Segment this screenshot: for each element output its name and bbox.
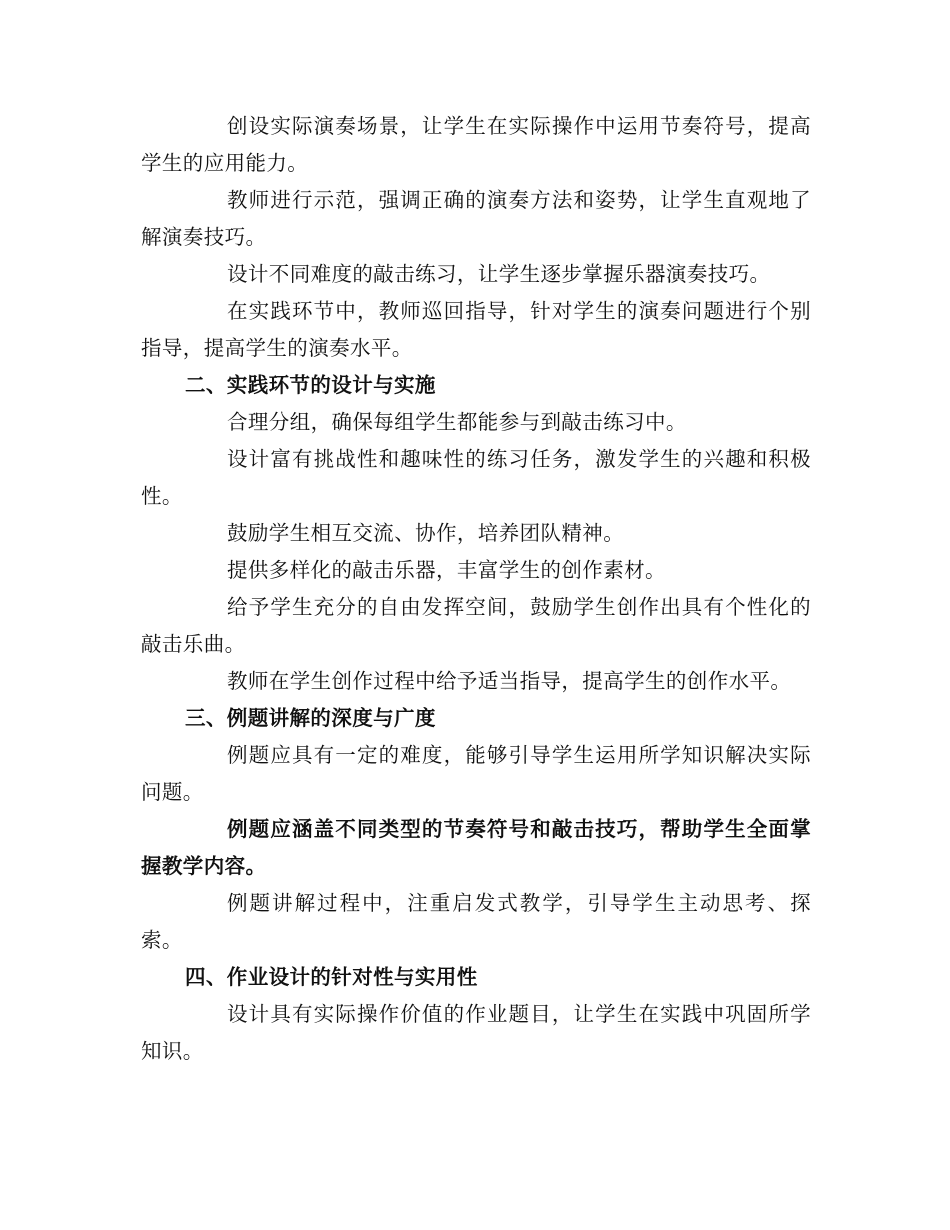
paragraph: 给予学生充分的自由发挥空间，鼓励学生创作出具有个性化的敲击乐曲。 [141, 595, 811, 656]
section-heading: 四、作业设计的针对性与实用性 [185, 965, 478, 989]
paragraph: 鼓励学生相互交流、协作，培养团队精神。 [227, 521, 625, 545]
paragraph: 合理分组，确保每组学生都能参与到敲击练习中。 [227, 410, 687, 434]
paragraph: 例题应具有一定的难度，能够引导学生运用所学知识解决实际问题。 [141, 743, 811, 804]
paragraph: 设计具有实际操作价值的作业题目，让学生在实践中巩固所学知识。 [141, 1002, 811, 1063]
document-page [141, 108, 811, 1070]
paragraph: 设计不同难度的敲击练习，让学生逐步掌握乐器演奏技巧。 [227, 262, 771, 286]
section-heading: 二、实践环节的设计与实施 [185, 373, 436, 397]
paragraph: 例题讲解过程中，注重启发式教学，引导学生主动思考、探索。 [141, 891, 811, 952]
paragraph: 创设实际演奏场景，让学生在实际操作中运用节奏符号，提高学生的应用能力。 [141, 114, 811, 175]
paragraph: 设计富有挑战性和趣味性的练习任务，激发学生的兴趣和积极性。 [141, 447, 811, 508]
paragraph: 在实践环节中，教师巡回指导，针对学生的演奏问题进行个别指导，提高学生的演奏水平。 [141, 299, 811, 360]
bold-paragraph: 例题应涵盖不同类型的节奏符号和敲击技巧，帮助学生全面掌握教学内容。 [141, 817, 811, 878]
paragraph: 提供多样化的敲击乐器，丰富学生的创作素材。 [227, 558, 666, 582]
paragraph: 教师在学生创作过程中给予适当指导，提高学生的创作水平。 [227, 669, 792, 693]
section-heading: 三、例题讲解的深度与广度 [185, 706, 436, 730]
paragraph: 教师进行示范，强调正确的演奏方法和姿势，让学生直观地了解演奏技巧。 [141, 188, 811, 249]
